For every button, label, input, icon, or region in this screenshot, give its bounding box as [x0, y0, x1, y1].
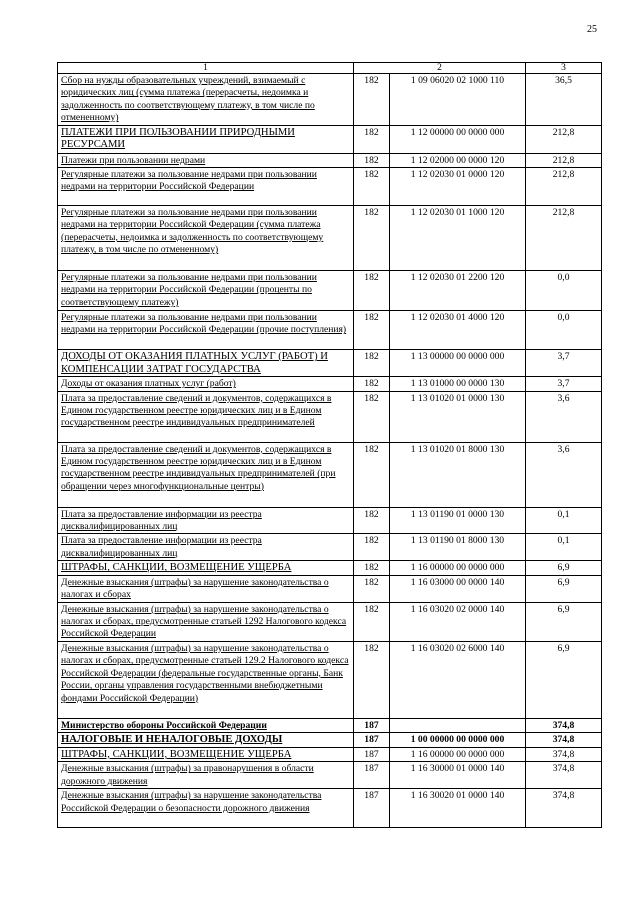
row-budget-code: 1 16 00000 00 0000 000	[390, 747, 526, 762]
row-admin-code: 182	[354, 74, 390, 126]
header-col-3: 3	[526, 63, 602, 74]
table-row	[58, 350, 602, 377]
row-amount: 374,8	[526, 718, 602, 732]
row-description-text: Плата за предоставление информации из реестра дисквалифицированных лиц	[61, 508, 262, 533]
row-budget-code: 1 09 06020 02 1000 110	[390, 74, 526, 126]
row-description	[58, 271, 354, 311]
row-amount: 3,6	[526, 442, 602, 507]
table-row	[58, 789, 602, 828]
row-description	[58, 442, 354, 507]
table-row	[58, 561, 602, 576]
row-description	[58, 718, 354, 732]
row-description-text: Денежные взыскания (штрафы) за нарушение законодательства о налогах и сборах, предусмотренные статьей 129.2 Налогового кодекса Российской Федерации (федеральные государственные органы, Банк России, органы управления государственными внебюджетными фондами Российской Федерации)	[61, 642, 349, 704]
row-description-text: Плата за предоставление информации из реестра дисквалифицированных лиц	[61, 535, 262, 559]
row-admin-code: 182	[354, 391, 390, 442]
row-description	[58, 602, 354, 641]
row-admin-code: 182	[354, 534, 390, 561]
table-row	[58, 271, 602, 311]
row-budget-code: 1 13 00000 00 0000 000	[390, 350, 526, 377]
header-col-1: 1	[58, 63, 354, 74]
row-admin-code: 182	[354, 206, 390, 271]
row-amount: 374,8	[526, 762, 602, 789]
row-budget-code: 1 16 03020 02 6000 140	[390, 641, 526, 718]
row-description	[58, 377, 354, 391]
row-description	[58, 168, 354, 206]
row-description	[58, 350, 354, 377]
row-description	[58, 74, 354, 126]
row-budget-code: 1 12 02030 01 0000 120	[390, 168, 526, 206]
row-admin-code: 182	[354, 350, 390, 377]
row-budget-code: 1 12 02000 00 0000 120	[390, 153, 526, 167]
table-row	[58, 747, 602, 762]
row-amount: 3,6	[526, 391, 602, 442]
row-amount: 374,8	[526, 789, 602, 828]
row-description-text: ДОХОДЫ ОТ ОКАЗАНИЯ ПЛАТНЫХ УСЛУГ (РАБОТ) И КОМПЕНСАЦИИ ЗАТРАТ ГОСУДАРСТВА	[61, 351, 328, 375]
row-description-text: Плата за предоставление сведений и документов, содержащихся в Едином государственном реестре юридических лиц и в Едином государственном реестре индивидуальных предпринимателей (при обращении через многофункциональные центры)	[61, 443, 336, 492]
row-description-text: Регулярные платежи за пользование недрами при пользовании недрами на территории Российской Федерации (сумма платежа (перерасчеты, недоимка и задолженность по соответствующему платежу, в том числе по отмененному)	[61, 207, 324, 256]
row-budget-code: 1 16 03000 00 0000 140	[390, 575, 526, 602]
row-amount: 0,1	[526, 507, 602, 534]
row-description	[58, 125, 354, 153]
table-row	[58, 575, 602, 602]
header-col-2: 2	[354, 63, 526, 74]
row-amount: 6,9	[526, 602, 602, 641]
row-description-text: Плата за предоставление сведений и документов, содержащихся в Едином государственном реестре юридических лиц и в Едином государственном реестре индивидуальных предпринимателей	[61, 392, 332, 429]
row-admin-code: 187	[354, 762, 390, 789]
row-admin-code: 182	[354, 153, 390, 167]
row-admin-code: 182	[354, 442, 390, 507]
row-description	[58, 561, 354, 576]
row-amount: 3,7	[526, 350, 602, 377]
row-budget-code	[390, 718, 526, 732]
row-description	[58, 206, 354, 271]
row-admin-code: 187	[354, 718, 390, 732]
budget-revenue-table	[57, 62, 602, 828]
row-description	[58, 641, 354, 718]
row-description	[58, 507, 354, 534]
row-admin-code: 182	[354, 377, 390, 391]
row-description-text: Сбор на нужды образовательных учреждений, взимаемый с юридических лиц (сумма платежа (перерасчеты, недоимка и задолженность по соответствующему платежу, в том числе по отмененному)	[61, 75, 315, 124]
row-budget-code: 1 13 01020 01 8000 130	[390, 442, 526, 507]
table-row	[58, 377, 602, 391]
row-amount: 36,5	[526, 74, 602, 126]
table-row	[58, 168, 602, 206]
row-description-text: Платежи при пользовании недрами	[61, 154, 206, 166]
table-row	[58, 125, 602, 153]
row-description-text: ШТРАФЫ, САНКЦИИ, ВОЗМЕЩЕНИЕ УЩЕРБА	[61, 562, 292, 574]
row-admin-code: 182	[354, 561, 390, 576]
row-budget-code: 1 00 00000 00 0000 000	[390, 733, 526, 748]
table-header-row	[58, 63, 602, 74]
row-budget-code: 1 12 00000 00 0000 000	[390, 125, 526, 153]
row-description	[58, 311, 354, 350]
row-description	[58, 789, 354, 828]
table-row	[58, 206, 602, 271]
table-row	[58, 507, 602, 534]
row-admin-code: 182	[354, 602, 390, 641]
table-row	[58, 391, 602, 442]
row-amount: 374,8	[526, 747, 602, 762]
row-description-text: ПЛАТЕЖИ ПРИ ПОЛЬЗОВАНИИ ПРИРОДНЫМИ РЕСУРСАМИ	[61, 126, 295, 151]
row-budget-code: 1 16 00000 00 0000 000	[390, 561, 526, 576]
table-row	[58, 442, 602, 507]
row-admin-code: 182	[354, 641, 390, 718]
row-admin-code: 182	[354, 271, 390, 311]
row-budget-code: 1 13 01190 01 8000 130	[390, 534, 526, 561]
table-row	[58, 74, 602, 126]
row-admin-code: 182	[354, 125, 390, 153]
row-budget-code: 1 13 01020 01 0000 130	[390, 391, 526, 442]
row-amount: 3,7	[526, 377, 602, 391]
table-row	[58, 602, 602, 641]
row-amount: 212,8	[526, 125, 602, 153]
row-description	[58, 747, 354, 762]
row-description	[58, 733, 354, 748]
row-budget-code: 1 12 02030 01 1000 120	[390, 206, 526, 271]
table-row	[58, 311, 602, 350]
row-amount: 0,0	[526, 271, 602, 311]
row-budget-code: 1 13 01190 01 0000 130	[390, 507, 526, 534]
row-amount: 212,8	[526, 168, 602, 206]
row-amount: 0,1	[526, 534, 602, 561]
row-description	[58, 762, 354, 789]
row-description-text: Денежные взыскания (штрафы) за правонарушения в области дорожного движения	[61, 763, 314, 787]
row-amount: 6,9	[526, 641, 602, 718]
row-admin-code: 182	[354, 575, 390, 602]
row-amount: 212,8	[526, 206, 602, 271]
row-budget-code: 1 16 30020 01 0000 140	[390, 789, 526, 828]
row-description-text: Денежные взыскания (штрафы) за нарушение законодательства о налогах и сборах	[61, 576, 329, 601]
row-description-text: Регулярные платежи за пользование недрами при пользовании недрами на территории Российской Федерации (проценты по соответствующему платежу)	[61, 272, 317, 308]
page-number: 25	[587, 24, 597, 35]
row-budget-code: 1 16 03020 02 0000 140	[390, 602, 526, 641]
row-description-text: Денежные взыскания (штрафы) за нарушение законодательства о налогах и сборах, предусмотренные статьей 1292 Налогового кодекса Российской Федерации	[61, 603, 347, 640]
row-admin-code: 182	[354, 507, 390, 534]
row-admin-code: 182	[354, 168, 390, 206]
row-description-text: Регулярные платежи за пользование недрами при пользовании недрами на территории Российской Федерации (прочие поступления)	[61, 312, 347, 336]
row-amount: 212,8	[526, 153, 602, 167]
row-budget-code: 1 12 02030 01 4000 120	[390, 311, 526, 350]
row-description-text: Денежные взыскания (штрафы) за нарушение законодательства Российской Федерации о безопасности дорожного движения	[61, 790, 322, 814]
table-row	[58, 641, 602, 718]
row-admin-code: 187	[354, 733, 390, 748]
row-budget-code: 1 13 01000 00 0000 130	[390, 377, 526, 391]
table-row	[58, 153, 602, 167]
table-row	[58, 733, 602, 748]
row-admin-code: 187	[354, 747, 390, 762]
row-description	[58, 153, 354, 167]
row-description-text: Доходы от оказания платных услуг (работ)	[61, 378, 236, 390]
row-admin-code: 187	[354, 789, 390, 828]
row-description-text: ШТРАФЫ, САНКЦИИ, ВОЗМЕЩЕНИЕ УЩЕРБА	[61, 748, 292, 760]
row-amount: 374,8	[526, 733, 602, 748]
row-description-text: НАЛОГОВЫЕ И НЕНАЛОГОВЫЕ ДОХОДЫ	[61, 734, 283, 746]
row-amount: 6,9	[526, 575, 602, 602]
row-description	[58, 575, 354, 602]
table-row	[58, 762, 602, 789]
row-amount: 0,0	[526, 311, 602, 350]
row-description-text: Регулярные платежи за пользование недрами при пользовании недрами на территории Российской Федерации	[61, 169, 317, 193]
row-budget-code: 1 16 30000 01 0000 140	[390, 762, 526, 789]
row-amount: 6,9	[526, 561, 602, 576]
table-row	[58, 534, 602, 561]
table-row	[58, 718, 602, 732]
row-admin-code: 182	[354, 311, 390, 350]
row-description	[58, 391, 354, 442]
row-description-text: Министерство обороны Российской Федерации	[61, 719, 267, 731]
row-description	[58, 534, 354, 561]
row-budget-code: 1 12 02030 01 2200 120	[390, 271, 526, 311]
